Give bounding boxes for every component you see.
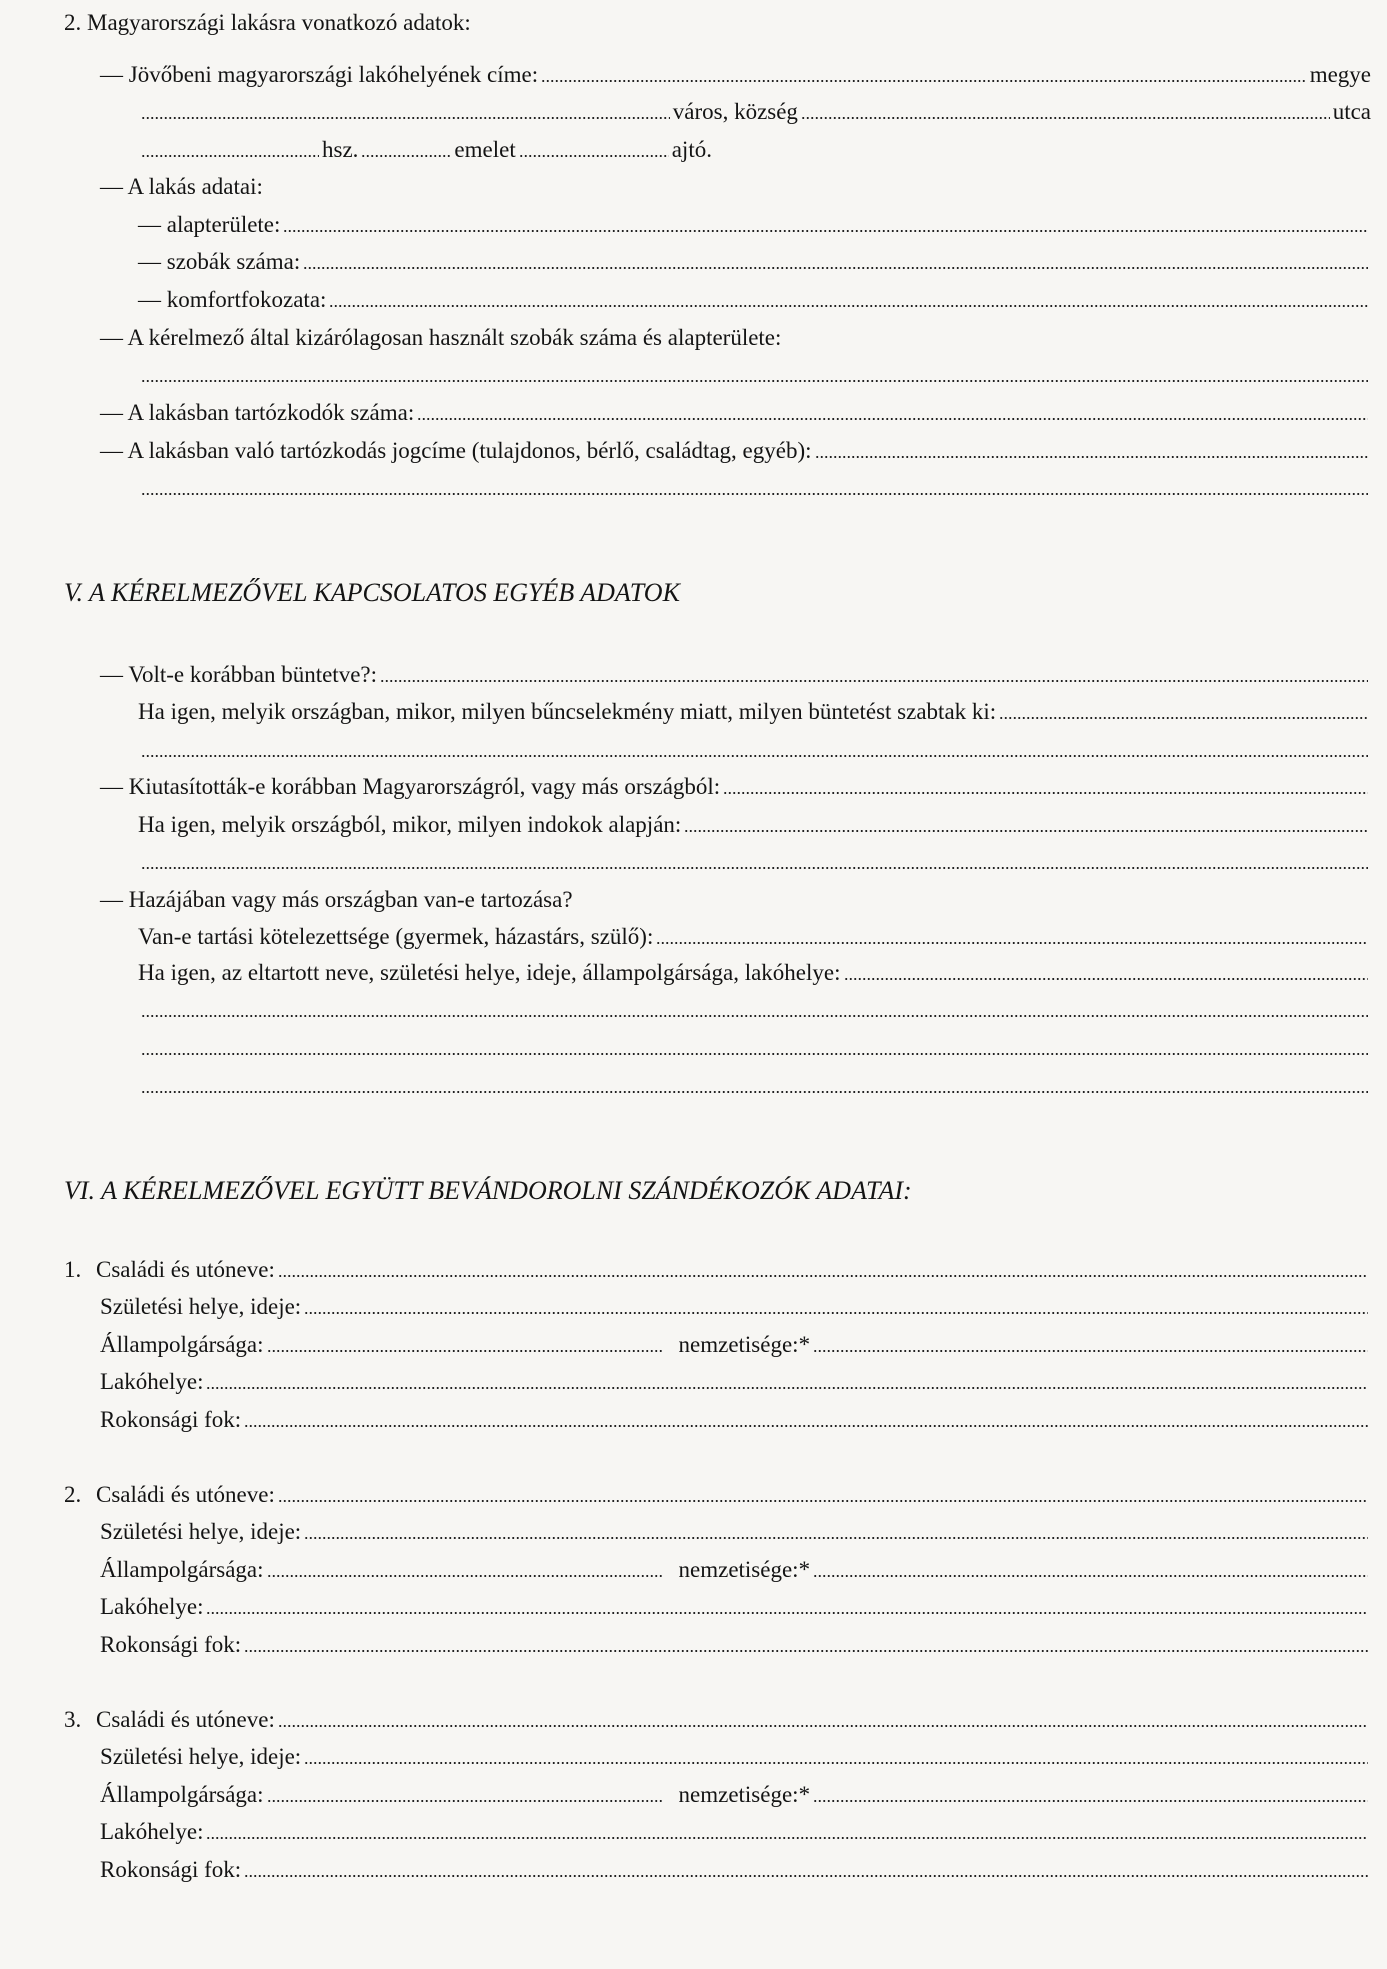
floor-label: emelet	[454, 137, 516, 162]
legal-title-field-2[interactable]	[141, 491, 1368, 497]
county-label: megye	[1309, 62, 1371, 87]
person-3-nationality-label: nemzetisége:*	[678, 1782, 811, 1807]
convicted-field[interactable]	[380, 678, 1368, 684]
comfort-row	[138, 285, 1371, 315]
person-3-citizenship-row	[100, 1780, 1371, 1810]
person-2-number: 2.	[64, 1482, 82, 1507]
person-2-nationality-label: nemzetisége:*	[678, 1557, 811, 1582]
housing-section-title: 2. Magyarországi lakásra vonatkozó adatok:	[64, 10, 471, 35]
person-3-birth-row	[100, 1742, 1371, 1772]
person-1-nationality-label: nemzetisége:*	[678, 1332, 811, 1357]
person-2-residence-field[interactable]	[206, 1610, 1368, 1616]
person-3-number: 3.	[64, 1707, 82, 1732]
door-field[interactable]	[519, 153, 669, 159]
person-3-relation-field[interactable]	[244, 1873, 1368, 1879]
door-label: ajtó.	[671, 137, 712, 162]
person-1-birth-label: Születési helye, ideje:	[100, 1294, 302, 1319]
legal-title-label: — A lakásban való tartózkodás jogcíme (tulajdonos, bérlő, családtag, egyéb):	[100, 438, 812, 463]
person-3-citizenship-field[interactable]	[267, 1798, 662, 1804]
expelled-detail-field[interactable]	[684, 828, 1368, 834]
rooms-label: — szobák száma:	[138, 249, 301, 274]
debt-label: — Hazájában vagy más országban van-e tartozása?	[100, 887, 573, 912]
person-3-birth-label: Születési helye, ideje:	[100, 1744, 302, 1769]
exclusive-rooms-label: — A kérelmező által kizárólagosan használt szobák száma és alapterülete:	[100, 325, 782, 350]
legal-title-field[interactable]	[815, 454, 1368, 460]
person-1-name-row	[64, 1255, 1371, 1285]
convicted-detail-label: Ha igen, melyik országban, mikor, milyen bűncselekmény miatt, milyen büntetést szabtak ki:	[138, 699, 997, 724]
person-3-name-label: Családi és utóneve:	[96, 1707, 275, 1732]
person-1-birth-row	[100, 1292, 1371, 1322]
rooms-field[interactable]	[303, 265, 1368, 271]
expelled-label: — Kiutasították-e korábban Magyarországról, vagy más országból:	[100, 774, 721, 799]
county-field[interactable]	[541, 78, 1307, 84]
house-floor-door-row	[138, 135, 1371, 165]
person-3-birth-field[interactable]	[304, 1760, 1368, 1766]
person-3-relation-row	[100, 1855, 1371, 1885]
street-label: utca	[1332, 99, 1371, 124]
section-vi-heading: VI. A KÉRELMEZŐVEL EGYÜTT BEVÁNDOROLNI SZÁNDÉKOZÓK ADATAI:	[64, 1176, 912, 1205]
person-2-birth-label: Születési helye, ideje:	[100, 1519, 302, 1544]
person-1-relation-field[interactable]	[244, 1423, 1368, 1429]
maintenance-detail-field-2[interactable]	[141, 1013, 1368, 1019]
floor-area-label: — alapterülete:	[138, 212, 281, 237]
expelled-field[interactable]	[723, 790, 1368, 796]
person-2-relation-label: Rokonsági fok:	[100, 1632, 242, 1657]
occupants-label: — A lakásban tartózkodók száma:	[100, 400, 415, 425]
person-3-residence-label: Lakóhelye:	[100, 1819, 204, 1844]
person-2-citizenship-label: Állampolgársága:	[100, 1557, 264, 1582]
exclusive-rooms-field[interactable]	[141, 378, 1368, 384]
person-1-relation-row	[100, 1405, 1371, 1435]
person-2-name-field[interactable]	[278, 1498, 1368, 1504]
maintenance-detail-field-row-1	[138, 995, 1371, 1025]
person-2-nationality-field[interactable]	[813, 1573, 1368, 1579]
person-1-name-field[interactable]	[278, 1273, 1368, 1279]
person-2-citizenship-row	[100, 1555, 1371, 1585]
city-label: város, község	[672, 99, 798, 124]
person-1-citizenship-row	[100, 1330, 1371, 1360]
maintenance-row	[138, 922, 1371, 952]
expelled-detail-row	[138, 810, 1371, 840]
person-3-residence-field[interactable]	[206, 1835, 1368, 1841]
occupants-row	[100, 398, 1371, 428]
convicted-detail-field-2[interactable]	[141, 753, 1368, 759]
occupants-field[interactable]	[417, 416, 1368, 422]
future-address-label: — Jövőbeni magyarországi lakóhelyének címe:	[100, 62, 539, 87]
rooms-row	[138, 247, 1371, 277]
person-3-residence-row	[100, 1817, 1371, 1847]
comfort-field[interactable]	[329, 303, 1368, 309]
maintenance-detail-row	[138, 958, 1371, 988]
flat-data-row	[100, 172, 1371, 202]
expelled-row	[100, 772, 1371, 802]
floor-area-row	[138, 210, 1371, 240]
maintenance-detail-field[interactable]	[844, 976, 1369, 982]
person-3-citizenship-label: Állampolgársága:	[100, 1782, 264, 1807]
expelled-detail-field-row	[138, 847, 1371, 877]
maintenance-detail-field-4[interactable]	[141, 1089, 1368, 1095]
flat-data-label: — A lakás adatai:	[100, 174, 263, 199]
floor-field[interactable]	[361, 153, 451, 159]
person-2-residence-row	[100, 1592, 1371, 1622]
convicted-detail-field-row	[138, 735, 1371, 765]
person-1-citizenship-field[interactable]	[267, 1348, 662, 1354]
person-2-name-label: Családi és utóneve:	[96, 1482, 275, 1507]
future-address-row	[100, 60, 1371, 90]
debt-row	[100, 885, 1371, 915]
person-3-nationality-field[interactable]	[813, 1798, 1368, 1804]
person-2-name-row	[64, 1480, 1371, 1510]
exclusive-rooms-row	[100, 323, 1371, 353]
person-3-relation-label: Rokonsági fok:	[100, 1857, 242, 1882]
expelled-detail-field-2[interactable]	[141, 865, 1368, 871]
exclusive-rooms-field-row	[138, 360, 1371, 390]
convicted-detail-field[interactable]	[999, 715, 1368, 721]
city-field[interactable]	[141, 115, 670, 121]
person-1-citizenship-label: Állampolgársága:	[100, 1332, 264, 1357]
person-2-relation-row	[100, 1630, 1371, 1660]
maintenance-field[interactable]	[656, 940, 1368, 946]
maintenance-detail-field-row-2	[138, 1033, 1371, 1063]
maintenance-detail-field-3[interactable]	[141, 1051, 1368, 1057]
comfort-label: — komfortfokozata:	[138, 287, 327, 312]
person-1-birth-field[interactable]	[304, 1310, 1368, 1316]
city-street-row	[138, 97, 1371, 127]
maintenance-detail-label: Ha igen, az eltartott neve, születési helye, ideje, állampolgársága, lakóhelye:	[138, 960, 841, 985]
person-3-name-row	[64, 1705, 1371, 1735]
maintenance-label: Van-e tartási kötelezettsége (gyermek, házastárs, szülő):	[138, 924, 654, 949]
convicted-detail-row	[138, 697, 1371, 727]
person-2-relation-field[interactable]	[244, 1648, 1368, 1654]
legal-title-row	[100, 436, 1371, 466]
street-field[interactable]	[801, 115, 1330, 121]
house-number-label: hsz.	[322, 137, 359, 162]
maintenance-detail-field-row-3	[138, 1071, 1371, 1101]
legal-title-field-row	[138, 473, 1371, 503]
person-1-name-label: Családi és utóneve:	[96, 1257, 275, 1282]
house-number-field[interactable]	[141, 153, 319, 159]
person-1-residence-row	[100, 1367, 1371, 1397]
section-v-heading: V. A KÉRELMEZŐVEL KAPCSOLATOS EGYÉB ADATOK	[64, 578, 680, 607]
person-3-name-field[interactable]	[278, 1723, 1368, 1729]
person-2-birth-field[interactable]	[304, 1535, 1368, 1541]
person-2-birth-row	[100, 1517, 1371, 1547]
expelled-detail-label: Ha igen, melyik országból, mikor, milyen indokok alapján:	[138, 812, 682, 837]
convicted-label: — Volt-e korábban büntetve?:	[100, 662, 377, 687]
person-1-relation-label: Rokonsági fok:	[100, 1407, 242, 1432]
floor-area-field[interactable]	[283, 228, 1368, 234]
convicted-row	[100, 660, 1371, 690]
person-1-nationality-field[interactable]	[813, 1348, 1368, 1354]
person-2-citizenship-field[interactable]	[267, 1573, 662, 1579]
person-1-residence-field[interactable]	[206, 1385, 1368, 1391]
person-1-residence-label: Lakóhelye:	[100, 1369, 204, 1394]
person-1-number: 1.	[64, 1257, 82, 1282]
person-2-residence-label: Lakóhelye:	[100, 1594, 204, 1619]
